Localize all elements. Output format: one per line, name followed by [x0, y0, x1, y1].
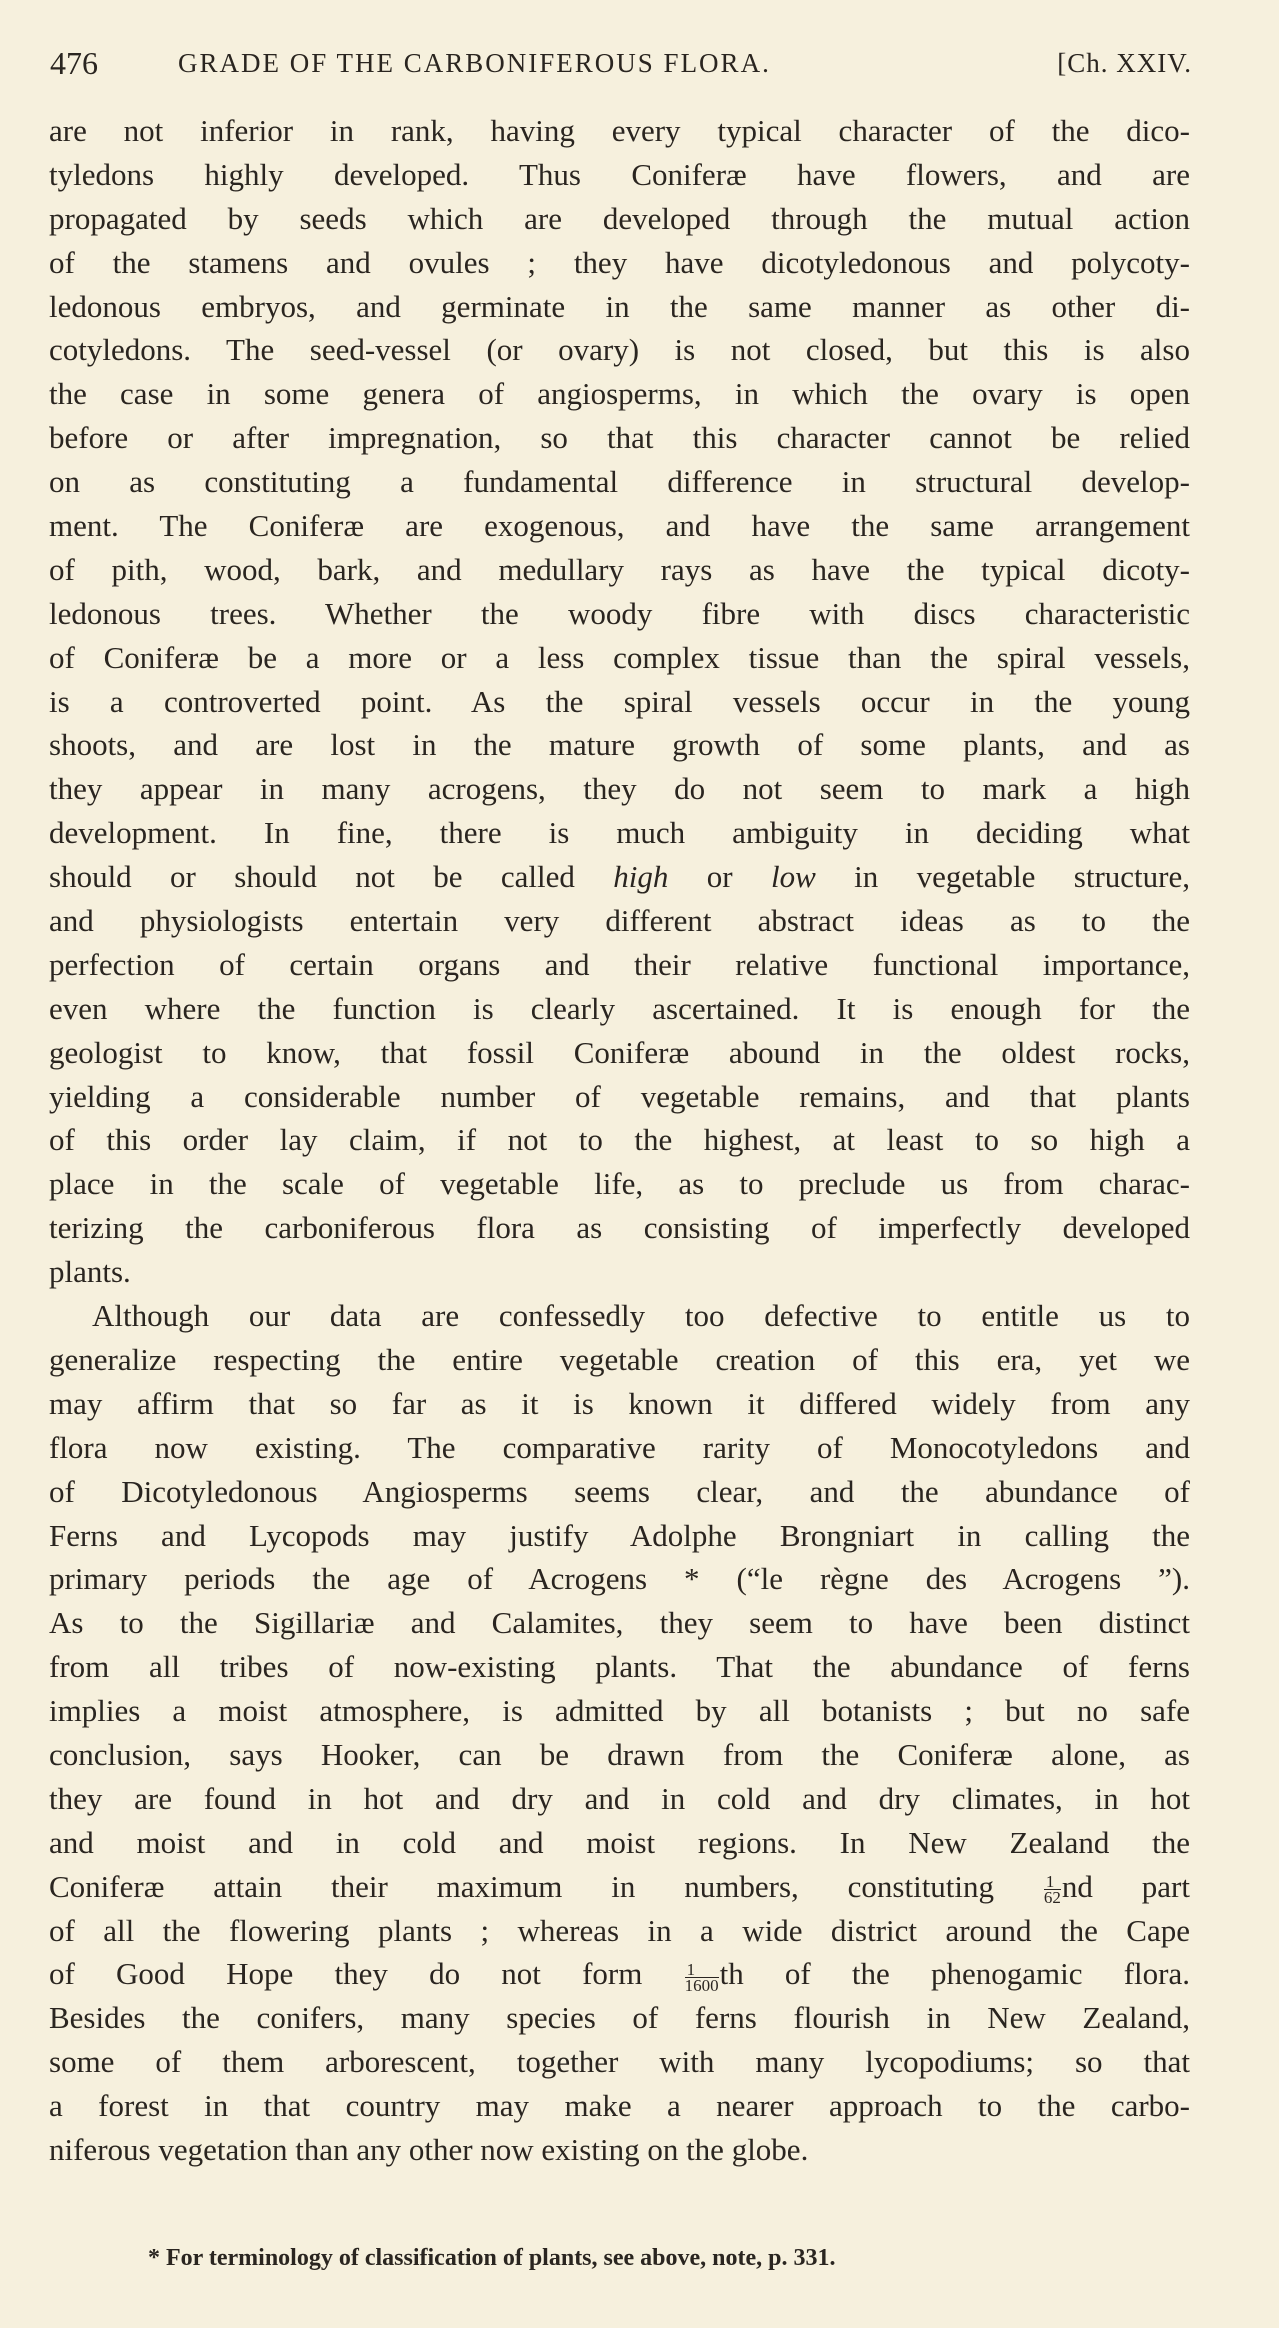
text-line: As to the Sigillariæ and Calamites, they seem to have been distinct — [49, 1605, 1190, 1641]
text-line: may affirm that so far as it is known it differed widely from any — [49, 1385, 1190, 1421]
text-line: and physiologists entertain very different abstract ideas as to the — [49, 903, 1190, 939]
text-line: perfection of certain organs and their relative functional importance, — [49, 946, 1190, 982]
text-line: conclusion, says Hooker, can be drawn from the Coniferæ alone, as — [49, 1736, 1190, 1772]
text-line: Ferns and Lycopods may justify Adolphe Brongniart in calling the — [49, 1517, 1190, 1553]
fraction-denominator: 62 — [1043, 1888, 1061, 1908]
text-line: and moist and in cold and moist regions. In New Zealand the — [49, 1824, 1190, 1860]
text-line: of the stamens and ovules ; they have dicotyledonous and polycoty- — [49, 244, 1190, 280]
text-line: development. In fine, there is much ambiguity in deciding what — [49, 815, 1190, 851]
text-line: even where the function is clearly ascertained. It is enough for the — [49, 990, 1190, 1026]
text-line: place in the scale of vegetable life, as to preclude us from charac- — [49, 1166, 1190, 1202]
text-line: of all the flowering plants ; whereas in a wide district around the Cape — [49, 1912, 1190, 1948]
text-line: shoots, and are lost in the mature growth of some plants, and as — [49, 727, 1190, 763]
text-line: propagated by seeds which are developed through the mutual action — [49, 200, 1190, 236]
text-line: implies a moist atmosphere, is admitted by all botanists ; but no safe — [49, 1693, 1190, 1729]
text-line: Although our data are confessedly too defective to entitle us to — [92, 1298, 1190, 1334]
text-line: is a controverted point. As the spiral vessels occur in the young — [49, 683, 1190, 719]
text-line: ment. The Coniferæ are exogenous, and have the same arrangement — [49, 508, 1190, 544]
footnote: * For terminology of classification of plants, see above, note, p. 331. — [148, 2245, 836, 2271]
text-line: niferous vegetation than any other now existing on the globe. — [49, 2131, 809, 2167]
body-text — [49, 109, 1190, 2172]
text-line: from all tribes of now-existing plants. That the abundance of ferns — [49, 1649, 1190, 1685]
text-line: generalize respecting the entire vegetable creation of this era, yet we — [49, 1341, 1190, 1377]
text-line: before or after impregnation, so that this character cannot be relied — [49, 420, 1190, 456]
text-line: on as constituting a fundamental difference in structural develop- — [49, 464, 1190, 500]
text-line: of Coniferæ be a more or a less complex tissue than the spiral vessels, — [49, 639, 1190, 675]
text-line: plants. — [49, 1254, 131, 1290]
text-line: some of them arborescent, together with many lycopodiums; so that — [49, 2044, 1190, 2080]
text-line: a forest in that country may make a nearer approach to the carbo- — [49, 2088, 1190, 2124]
text-line: ledonous trees. Whether the woody fibre with discs characteristic — [49, 595, 1190, 631]
text-line: are not inferior in rank, having every typical character of the dico- — [49, 113, 1190, 148]
text-line: flora now existing. The comparative rarity of Monocotyledons and — [49, 1429, 1190, 1465]
text-line: primary periods the age of Acrogens * (“le règne des Acrogens ”). — [49, 1561, 1190, 1597]
italic-term: high — [613, 859, 669, 895]
fraction-numerator: 1 — [685, 1962, 719, 1978]
text-line: of this order lay claim, if not to the highest, at least to so high a — [49, 1122, 1190, 1158]
text-line: tyledons highly developed. Thus Coniferæ have flowers, and are — [49, 156, 1190, 192]
text-line: they are found in hot and dry and in cold and dry climates, in hot — [49, 1780, 1190, 1816]
text-line: should or should not be called high or low in vegetable structure, — [49, 859, 1190, 895]
running-title: GRADE OF THE CARBONIFEROUS FLORA. — [178, 48, 771, 78]
text-line: they appear in many acrogens, they do not seem to mark a high — [49, 771, 1190, 807]
text-line: geologist to know, that fossil Coniferæ abound in the oldest rocks, — [49, 1034, 1190, 1070]
italic-term: low — [771, 859, 816, 895]
running-header — [50, 38, 1192, 88]
text-line: Besides the conifers, many species of ferns flourish in New Zealand, — [49, 2000, 1190, 2036]
fraction-numerator: 1 — [1044, 1874, 1061, 1890]
text-line: cotyledons. The seed-vessel (or ovary) is not closed, but this is also — [49, 332, 1190, 368]
text-line: of Dicotyledonous Angiosperms seems clear, and the abundance of — [49, 1473, 1190, 1509]
fraction — [684, 1959, 719, 1995]
text-line: ledonous embryos, and germinate in the same manner as other di- — [49, 288, 1190, 324]
chapter-label: [Ch. XXIV. — [1057, 48, 1192, 78]
page-number: 476 — [50, 45, 98, 81]
text-line: yielding a considerable number of vegetable remains, and that plants — [49, 1078, 1190, 1114]
text-line: terizing the carboniferous flora as consisting of imperfectly developed — [49, 1210, 1190, 1246]
fraction — [1043, 1872, 1061, 1908]
text-line: the case in some genera of angiosperms, in which the ovary is open — [49, 376, 1190, 412]
text-line: of Good Hope they do not form $\frac{1}{1600}$ th of the phenogamic flora. — [49, 1956, 1190, 1995]
text-line: Coniferæ attain their maximum in numbers, constituting $\frac{1}{62}$ nd part — [49, 1868, 1190, 1908]
text-line: of pith, wood, bark, and medullary rays as have the typical dicoty- — [49, 551, 1190, 587]
fraction-denominator: 1600 — [684, 1975, 719, 1995]
